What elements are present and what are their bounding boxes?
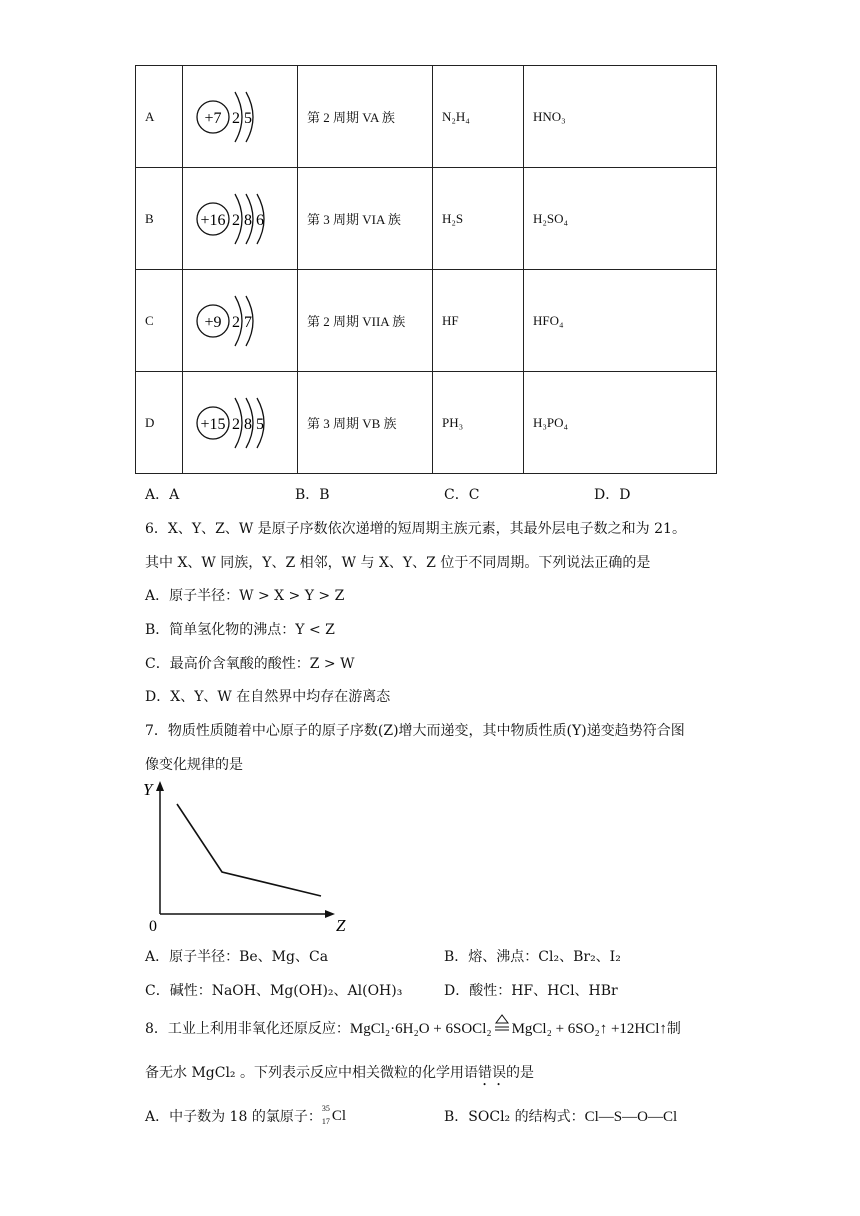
table-row [136,168,717,270]
q7-trend-graph [140,775,360,940]
atomic-structure-diagram [183,270,298,372]
q8-choice-a-prefix: A．中子数为 18 的氯原子： [145,1109,322,1125]
option-letter: C [136,270,183,372]
table-row [136,270,717,372]
q8-reaction-right: MgCl₂ + 6SO₂↑ +12HCl↑ [511,1021,667,1037]
hydride-formula: PH₃ [433,372,524,474]
q8-stem-line1 [145,1018,681,1038]
q7-choice-d: D．酸性：HF、HCl、HBr [444,983,618,999]
option-letter: D [136,372,183,474]
q8-choice-b [444,1106,677,1126]
period-group: 第 3 周期 VIA 族 [298,168,433,270]
q8-stem-suffix: 制 [666,1021,681,1037]
trend-line [177,804,321,896]
q8-emphasis-word: 错误 [478,1065,506,1081]
q7-choice-b: B．熔、沸点：Cl₂、Br₂、I₂ [444,949,621,965]
q8-choice-a [145,1106,352,1126]
y-axis-label: Y [143,780,153,799]
origin-label: 0 [149,918,157,935]
q8-reaction-left: MgCl₂·6H₂O + 6SOCl₂ [349,1021,492,1037]
oxyacid-formula: HNO₃ [524,66,717,168]
table-row [136,66,717,168]
q8-line2-suffix: 的是 [506,1065,534,1081]
nucleus-charge: +16 [200,211,226,229]
option-letter: A [136,66,183,168]
q5-choice-a: A．A [145,487,180,503]
q8-stem-prefix: 8．工业上利用非氧化还原反应： [145,1021,350,1037]
atomic-structure-diagram [183,168,298,270]
hydride-formula: HF [433,270,524,372]
isotope-symbol: Cl [331,1108,347,1124]
x-axis-label: Z [336,916,346,935]
q6-stem-line1: 6．X、Y、Z、W 是原子序数依次递增的短周期主族元素，其最外层电子数之和为 21。 [145,521,686,537]
q5-choice-d: D．D [594,487,631,503]
q7-choice-a: A．原子半径：Be、Mg、Ca [145,949,329,965]
q6-choice-a: A．原子半径：W > X > Y > Z [145,588,345,604]
y-axis-arrow [156,781,164,791]
q5-choice-b: B．B [295,487,330,503]
oxyacid-formula: HFO₄ [524,270,717,372]
nucleus-charge: +9 [204,313,222,331]
option-letter: B [136,168,183,270]
q7-choice-c: C．碱性：NaOH、Mg(OH)₂、Al(OH)₃ [145,983,403,999]
oxyacid-formula: H₂SO₄ [524,168,717,270]
element-table [135,65,717,474]
table-row [136,372,717,474]
isotope-atomic-number: 17 [321,1117,330,1126]
atomic-structure-diagram [183,372,298,474]
q8-choice-b-prefix: B．SOCl₂ 的结构式： [444,1109,585,1125]
nucleus-charge: +7 [204,109,222,127]
q6-choice-d: D．X、Y、W 在自然界中均存在游离态 [145,689,391,705]
q8-stem-line2 [145,1062,534,1089]
shell-electron-counts: 2 8 6 [232,211,264,229]
q5-choice-c: C．C [444,487,480,503]
q7-stem-line2: 像变化规律的是 [145,757,243,773]
shell-electron-counts: 2 8 5 [232,415,264,433]
atomic-structure-diagram [183,66,298,168]
period-group: 第 2 周期 VA 族 [298,66,433,168]
q6-choice-b: B．简单氢化物的沸点：Y < Z [145,622,335,638]
hydride-formula: H₂S [433,168,524,270]
q6-choice-c: C．最高价含氧酸的酸性：Z > W [145,656,355,672]
q7-stem-line1: 7．物质性质随着中心原子的原子序数(Z)增大而递变，其中物质性质(Y)递变趋势符合图 [145,723,685,739]
shell-electron-counts: 2 5 [232,109,252,127]
x-axis-arrow [325,910,335,918]
isotope-notation [321,1104,352,1126]
period-group: 第 2 周期 VIIA 族 [298,270,433,372]
shell-electron-counts: 2 7 [232,313,252,331]
nucleus-charge: +15 [200,415,226,433]
heating-equals-sign [494,1022,510,1036]
q8-line2-prefix: 备无水 MgCl₂ 。下列表示反应中相关微粒的化学用语 [145,1065,478,1081]
period-group: 第 3 周期 VB 族 [298,372,433,474]
hydride-formula: N₂H₄ [433,66,524,168]
q6-stem-line2: 其中 X、W 同族，Y、Z 相邻，W 与 X、Y、Z 位于不同周期。下列说法正确的是 [145,555,651,571]
oxyacid-formula: H₃PO₄ [524,372,717,474]
q8-choice-b-formula: Cl—S—O—Cl [584,1109,678,1125]
isotope-mass-number: 35 [321,1104,330,1113]
